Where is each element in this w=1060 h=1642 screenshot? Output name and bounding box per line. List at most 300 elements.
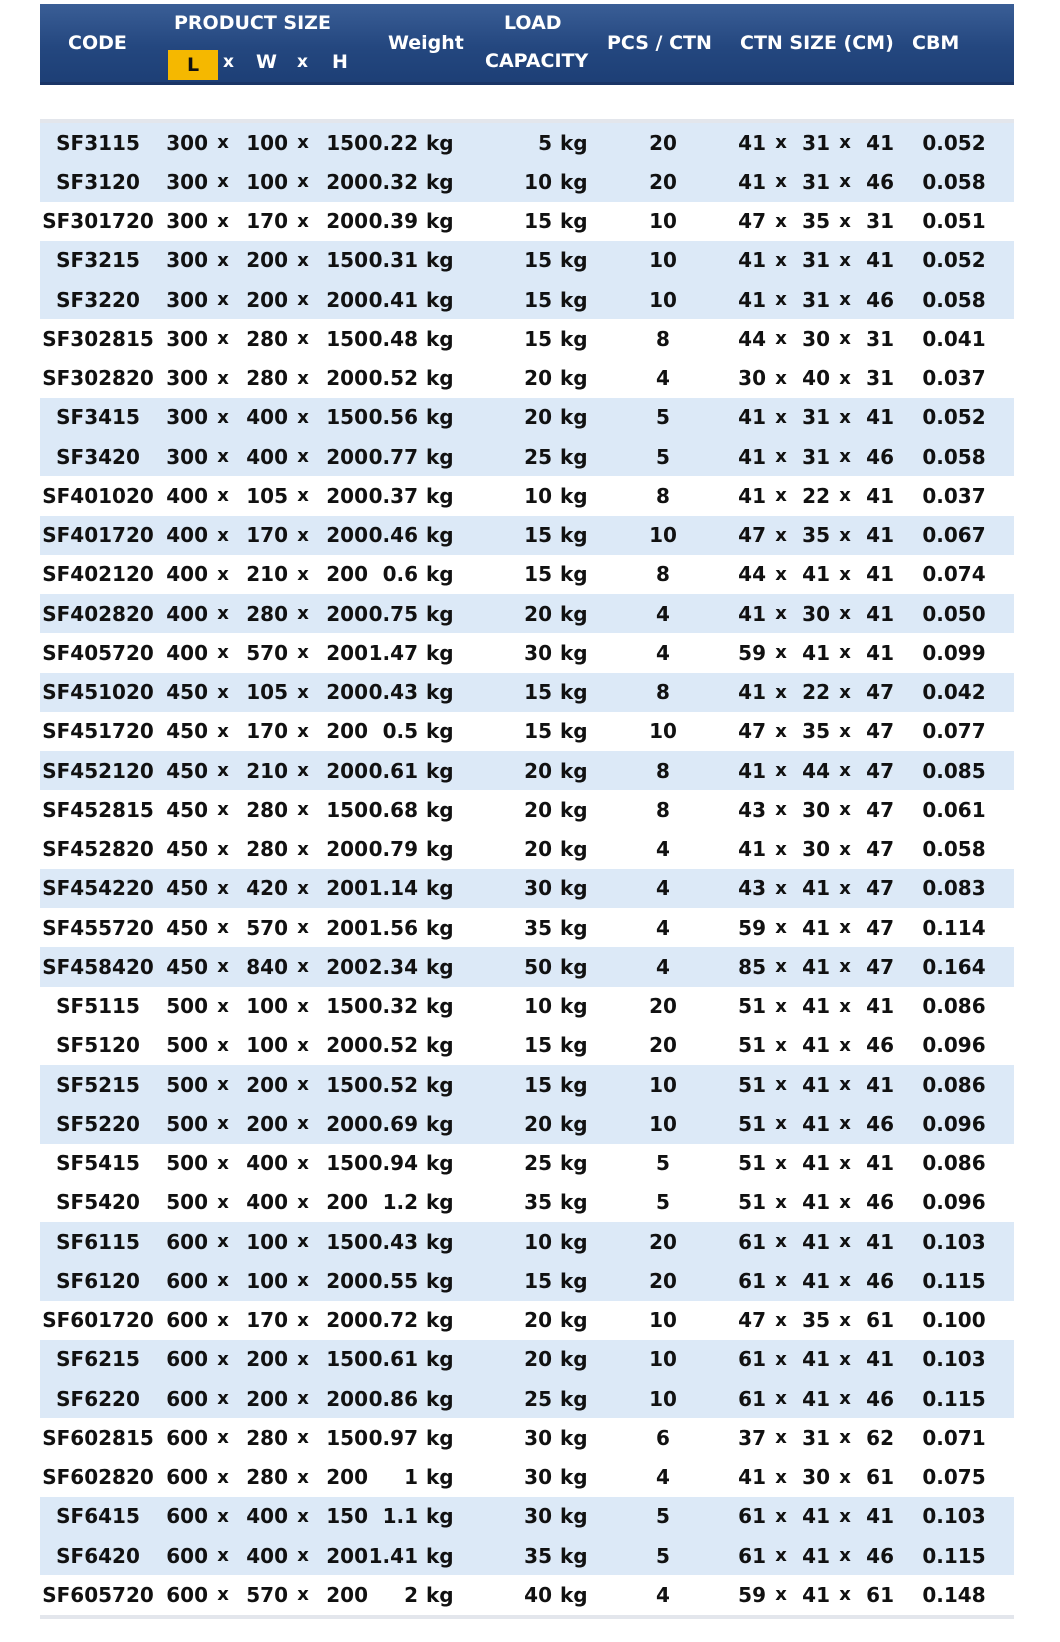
cell-weight-value: 0.52 xyxy=(368,1026,418,1065)
cell-dim-l: 500 xyxy=(156,1104,208,1143)
cell-load-value: 20 xyxy=(480,1340,552,1379)
cell-weight-unit: kg xyxy=(418,712,480,751)
cell-code: SF6220 xyxy=(40,1379,156,1418)
cell-sep-x: x xyxy=(288,123,318,162)
cell-load-unit: kg xyxy=(552,1379,608,1418)
cell-dim-l: 600 xyxy=(156,1536,208,1575)
cell-weight-unit: kg xyxy=(418,1026,480,1065)
cell-sep-x: x xyxy=(288,1104,318,1143)
cell-sep-x: x xyxy=(288,398,318,437)
cell-sep-x: x xyxy=(208,947,238,986)
cell-weight-value: 0.52 xyxy=(368,1065,418,1104)
cell-dim-w: 280 xyxy=(238,319,288,358)
cell-load-unit: kg xyxy=(552,162,608,201)
cell-ctn-width: 31 xyxy=(796,280,830,319)
cell-ctn-length: 85 xyxy=(718,947,766,986)
table-row xyxy=(40,280,1014,319)
cell-dim-l: 450 xyxy=(156,908,208,947)
cell-load-value: 15 xyxy=(480,1261,552,1300)
cell-ctn-height: 47 xyxy=(860,908,894,947)
cell-cbm-value: 0.115 xyxy=(894,1379,1014,1418)
cell-weight-unit: kg xyxy=(418,123,480,162)
cell-load-value: 10 xyxy=(480,1222,552,1261)
cell-code: SF451020 xyxy=(40,673,156,712)
cell-code: SF401020 xyxy=(40,476,156,515)
cell-sep-x: x xyxy=(288,516,318,555)
table-row xyxy=(40,1497,1014,1536)
cell-dim-l: 500 xyxy=(156,987,208,1026)
cell-load-unit: kg xyxy=(552,555,608,594)
cell-dim-h: 150 xyxy=(318,1340,368,1379)
cell-load-value: 30 xyxy=(480,1458,552,1497)
table-row xyxy=(40,1144,1014,1183)
cell-weight-value: 0.43 xyxy=(368,1222,418,1261)
cell-load-unit: kg xyxy=(552,1065,608,1104)
table-row xyxy=(40,673,1014,712)
cell-sep-x: x xyxy=(830,319,860,358)
cell-ctn-width: 35 xyxy=(796,712,830,751)
cell-dim-w: 400 xyxy=(238,1144,288,1183)
cell-cbm-value: 0.099 xyxy=(894,633,1014,672)
cell-weight-unit: kg xyxy=(418,1301,480,1340)
cell-sep-x: x xyxy=(208,1144,238,1183)
cell-sep-x: x xyxy=(208,476,238,515)
cell-load-unit: kg xyxy=(552,908,608,947)
cell-ctn-length: 41 xyxy=(718,673,766,712)
cell-ctn-width: 41 xyxy=(796,1222,830,1261)
cell-dim-h: 150 xyxy=(318,1418,368,1457)
cell-sep-x: x xyxy=(208,712,238,751)
cell-ctn-width: 41 xyxy=(796,987,830,1026)
header-dim-x2: x xyxy=(297,52,308,72)
cell-sep-x: x xyxy=(766,1536,796,1575)
cell-load-value: 15 xyxy=(480,1065,552,1104)
cell-sep-x: x xyxy=(288,1458,318,1497)
cell-code: SF6120 xyxy=(40,1261,156,1300)
cell-code: SF602820 xyxy=(40,1458,156,1497)
cell-code: SF6415 xyxy=(40,1497,156,1536)
cell-pcs-per-ctn: 5 xyxy=(608,398,718,437)
cell-pcs-per-ctn: 10 xyxy=(608,1104,718,1143)
cell-sep-x: x xyxy=(766,1065,796,1104)
cell-dim-w: 400 xyxy=(238,1497,288,1536)
cell-sep-x: x xyxy=(208,123,238,162)
header-weight: Weight xyxy=(388,32,464,54)
cell-dim-h: 200 xyxy=(318,437,368,476)
cell-dim-w: 210 xyxy=(238,555,288,594)
cell-load-value: 15 xyxy=(480,319,552,358)
cell-code: SF3115 xyxy=(40,123,156,162)
cell-dim-h: 200 xyxy=(318,1379,368,1418)
cell-ctn-length: 51 xyxy=(718,1144,766,1183)
cell-ctn-length: 41 xyxy=(718,437,766,476)
cell-ctn-length: 59 xyxy=(718,1575,766,1614)
cell-ctn-height: 41 xyxy=(860,123,894,162)
cell-load-value: 10 xyxy=(480,987,552,1026)
cell-weight-value: 2 xyxy=(368,1575,418,1614)
cell-sep-x: x xyxy=(766,123,796,162)
cell-ctn-height: 31 xyxy=(860,202,894,241)
table-row xyxy=(40,202,1014,241)
cell-dim-w: 570 xyxy=(238,633,288,672)
cell-cbm-value: 0.052 xyxy=(894,241,1014,280)
cell-load-value: 40 xyxy=(480,1575,552,1614)
cell-ctn-width: 35 xyxy=(796,202,830,241)
cell-sep-x: x xyxy=(288,1536,318,1575)
cell-load-value: 10 xyxy=(480,162,552,201)
cell-dim-h: 200 xyxy=(318,359,368,398)
cell-ctn-length: 41 xyxy=(718,162,766,201)
table-row xyxy=(40,1065,1014,1104)
cell-weight-value: 0.41 xyxy=(368,280,418,319)
cell-ctn-length: 47 xyxy=(718,202,766,241)
cell-load-unit: kg xyxy=(552,1497,608,1536)
cell-sep-x: x xyxy=(208,555,238,594)
cell-sep-x: x xyxy=(288,280,318,319)
cell-code: SF601720 xyxy=(40,1301,156,1340)
cell-cbm-value: 0.061 xyxy=(894,790,1014,829)
cell-dim-l: 300 xyxy=(156,437,208,476)
cell-load-value: 15 xyxy=(480,673,552,712)
cell-sep-x: x xyxy=(208,398,238,437)
cell-sep-x: x xyxy=(208,202,238,241)
cell-weight-unit: kg xyxy=(418,1418,480,1457)
cell-sep-x: x xyxy=(830,1065,860,1104)
cell-ctn-length: 41 xyxy=(718,280,766,319)
table-row xyxy=(40,594,1014,633)
cell-sep-x: x xyxy=(830,830,860,869)
cell-sep-x: x xyxy=(766,359,796,398)
cell-ctn-width: 30 xyxy=(796,790,830,829)
cell-load-unit: kg xyxy=(552,712,608,751)
cell-load-value: 50 xyxy=(480,947,552,986)
cell-dim-h: 200 xyxy=(318,1536,368,1575)
cell-load-unit: kg xyxy=(552,1575,608,1614)
cell-dim-l: 600 xyxy=(156,1458,208,1497)
cell-weight-value: 0.79 xyxy=(368,830,418,869)
cell-sep-x: x xyxy=(830,1222,860,1261)
cell-sep-x: x xyxy=(208,359,238,398)
cell-load-value: 5 xyxy=(480,123,552,162)
cell-ctn-height: 46 xyxy=(860,1104,894,1143)
cell-load-unit: kg xyxy=(552,830,608,869)
cell-cbm-value: 0.086 xyxy=(894,1144,1014,1183)
cell-sep-x: x xyxy=(830,1144,860,1183)
cell-cbm-value: 0.086 xyxy=(894,1065,1014,1104)
cell-code: SF6215 xyxy=(40,1340,156,1379)
cell-dim-w: 400 xyxy=(238,398,288,437)
cell-dim-w: 170 xyxy=(238,516,288,555)
table-row xyxy=(40,437,1014,476)
cell-load-unit: kg xyxy=(552,319,608,358)
cell-ctn-length: 44 xyxy=(718,555,766,594)
cell-cbm-value: 0.041 xyxy=(894,319,1014,358)
cell-cbm-value: 0.058 xyxy=(894,437,1014,476)
cell-weight-value: 0.32 xyxy=(368,162,418,201)
cell-pcs-per-ctn: 20 xyxy=(608,123,718,162)
cell-ctn-height: 46 xyxy=(860,162,894,201)
cell-load-value: 20 xyxy=(480,594,552,633)
cell-sep-x: x xyxy=(830,1183,860,1222)
table-row xyxy=(40,987,1014,1026)
cell-ctn-height: 41 xyxy=(860,241,894,280)
cell-sep-x: x xyxy=(766,1340,796,1379)
cell-load-unit: kg xyxy=(552,1026,608,1065)
cell-weight-value: 0.72 xyxy=(368,1301,418,1340)
cell-ctn-width: 40 xyxy=(796,359,830,398)
cell-dim-w: 280 xyxy=(238,1418,288,1457)
cell-weight-unit: kg xyxy=(418,1222,480,1261)
cell-dim-w: 200 xyxy=(238,1340,288,1379)
cell-ctn-height: 41 xyxy=(860,1340,894,1379)
cell-dim-l: 500 xyxy=(156,1144,208,1183)
cell-load-value: 15 xyxy=(480,202,552,241)
header-load-line1: LOAD xyxy=(504,12,562,34)
header-code: CODE xyxy=(68,32,127,54)
cell-dim-l: 400 xyxy=(156,633,208,672)
table-row xyxy=(40,1536,1014,1575)
table-row xyxy=(40,516,1014,555)
cell-dim-h: 200 xyxy=(318,1183,368,1222)
header-cbm: CBM xyxy=(912,32,960,54)
cell-ctn-width: 31 xyxy=(796,241,830,280)
cell-dim-w: 400 xyxy=(238,1536,288,1575)
cell-load-unit: kg xyxy=(552,241,608,280)
header-dim-w: W xyxy=(256,51,277,73)
cell-weight-unit: kg xyxy=(418,476,480,515)
cell-load-value: 20 xyxy=(480,1301,552,1340)
cell-ctn-length: 47 xyxy=(718,516,766,555)
cell-code: SF5120 xyxy=(40,1026,156,1065)
table-row xyxy=(40,555,1014,594)
cell-dim-w: 105 xyxy=(238,476,288,515)
cell-sep-x: x xyxy=(830,908,860,947)
cell-sep-x: x xyxy=(208,516,238,555)
cell-sep-x: x xyxy=(208,241,238,280)
cell-pcs-per-ctn: 4 xyxy=(608,359,718,398)
cell-dim-l: 400 xyxy=(156,594,208,633)
cell-cbm-value: 0.148 xyxy=(894,1575,1014,1614)
cell-code: SF402820 xyxy=(40,594,156,633)
cell-weight-unit: kg xyxy=(418,1458,480,1497)
cell-ctn-height: 41 xyxy=(860,987,894,1026)
cell-load-unit: kg xyxy=(552,751,608,790)
table-row xyxy=(40,1104,1014,1143)
cell-sep-x: x xyxy=(766,830,796,869)
cell-cbm-value: 0.077 xyxy=(894,712,1014,751)
cell-ctn-width: 30 xyxy=(796,319,830,358)
cell-weight-value: 0.69 xyxy=(368,1104,418,1143)
cell-dim-l: 600 xyxy=(156,1497,208,1536)
cell-code: SF455720 xyxy=(40,908,156,947)
cell-dim-l: 450 xyxy=(156,751,208,790)
cell-code: SF452120 xyxy=(40,751,156,790)
cell-sep-x: x xyxy=(288,359,318,398)
cell-sep-x: x xyxy=(830,1340,860,1379)
cell-ctn-width: 41 xyxy=(796,869,830,908)
table-row xyxy=(40,1301,1014,1340)
cell-dim-w: 400 xyxy=(238,437,288,476)
cell-dim-h: 200 xyxy=(318,1104,368,1143)
cell-dim-l: 400 xyxy=(156,555,208,594)
cell-ctn-length: 51 xyxy=(718,1026,766,1065)
cell-code: SF402120 xyxy=(40,555,156,594)
cell-ctn-height: 41 xyxy=(860,1065,894,1104)
cell-load-unit: kg xyxy=(552,673,608,712)
cell-sep-x: x xyxy=(288,908,318,947)
cell-sep-x: x xyxy=(766,1379,796,1418)
cell-dim-h: 200 xyxy=(318,202,368,241)
cell-sep-x: x xyxy=(288,830,318,869)
cell-sep-x: x xyxy=(766,162,796,201)
cell-sep-x: x xyxy=(830,633,860,672)
cell-code: SF302820 xyxy=(40,359,156,398)
cell-ctn-height: 41 xyxy=(860,1144,894,1183)
cell-weight-value: 0.86 xyxy=(368,1379,418,1418)
cell-cbm-value: 0.115 xyxy=(894,1261,1014,1300)
cell-sep-x: x xyxy=(288,162,318,201)
cell-load-unit: kg xyxy=(552,1301,608,1340)
cell-cbm-value: 0.067 xyxy=(894,516,1014,555)
cell-dim-w: 280 xyxy=(238,830,288,869)
cell-dim-l: 400 xyxy=(156,476,208,515)
cell-cbm-value: 0.074 xyxy=(894,555,1014,594)
cell-sep-x: x xyxy=(208,1222,238,1261)
cell-weight-unit: kg xyxy=(418,319,480,358)
cell-sep-x: x xyxy=(766,1222,796,1261)
header-ctn-size: CTN SIZE (CM) xyxy=(740,32,894,54)
cell-dim-w: 200 xyxy=(238,1065,288,1104)
cell-dim-l: 600 xyxy=(156,1261,208,1300)
product-table xyxy=(40,123,1014,1615)
cell-pcs-per-ctn: 5 xyxy=(608,1536,718,1575)
cell-sep-x: x xyxy=(208,594,238,633)
cell-dim-h: 200 xyxy=(318,908,368,947)
cell-dim-w: 840 xyxy=(238,947,288,986)
table-row xyxy=(40,1575,1014,1614)
cell-sep-x: x xyxy=(208,1104,238,1143)
cell-load-unit: kg xyxy=(552,633,608,672)
cell-dim-l: 500 xyxy=(156,1183,208,1222)
cell-dim-w: 280 xyxy=(238,790,288,829)
cell-dim-h: 200 xyxy=(318,1301,368,1340)
cell-weight-value: 0.43 xyxy=(368,673,418,712)
cell-weight-value: 0.52 xyxy=(368,359,418,398)
cell-sep-x: x xyxy=(288,869,318,908)
cell-code: SF602815 xyxy=(40,1418,156,1457)
cell-ctn-width: 41 xyxy=(796,1065,830,1104)
cell-ctn-width: 41 xyxy=(796,1497,830,1536)
table-row xyxy=(40,830,1014,869)
cell-pcs-per-ctn: 8 xyxy=(608,319,718,358)
cell-sep-x: x xyxy=(766,1183,796,1222)
cell-cbm-value: 0.103 xyxy=(894,1340,1014,1379)
cell-cbm-value: 0.100 xyxy=(894,1301,1014,1340)
cell-weight-value: 0.31 xyxy=(368,241,418,280)
cell-weight-value: 0.32 xyxy=(368,987,418,1026)
cell-ctn-width: 41 xyxy=(796,1026,830,1065)
cell-dim-w: 280 xyxy=(238,359,288,398)
cell-cbm-value: 0.115 xyxy=(894,1536,1014,1575)
cell-sep-x: x xyxy=(830,987,860,1026)
cell-load-value: 35 xyxy=(480,908,552,947)
cell-dim-l: 450 xyxy=(156,673,208,712)
cell-code: SF5115 xyxy=(40,987,156,1026)
cell-load-value: 15 xyxy=(480,280,552,319)
cell-sep-x: x xyxy=(288,1261,318,1300)
cell-ctn-width: 41 xyxy=(796,1183,830,1222)
cell-weight-unit: kg xyxy=(418,1497,480,1536)
cell-ctn-width: 41 xyxy=(796,555,830,594)
cell-sep-x: x xyxy=(766,1261,796,1300)
cell-pcs-per-ctn: 10 xyxy=(608,280,718,319)
cell-pcs-per-ctn: 8 xyxy=(608,673,718,712)
cell-ctn-length: 41 xyxy=(718,1458,766,1497)
cell-code: SF452820 xyxy=(40,830,156,869)
cell-ctn-width: 22 xyxy=(796,673,830,712)
cell-load-value: 20 xyxy=(480,790,552,829)
cell-cbm-value: 0.052 xyxy=(894,123,1014,162)
cell-dim-w: 200 xyxy=(238,241,288,280)
cell-sep-x: x xyxy=(766,1497,796,1536)
header-dim-h: H xyxy=(332,51,348,73)
cell-sep-x: x xyxy=(208,162,238,201)
cell-pcs-per-ctn: 10 xyxy=(608,516,718,555)
cell-cbm-value: 0.096 xyxy=(894,1104,1014,1143)
cell-sep-x: x xyxy=(208,437,238,476)
cell-pcs-per-ctn: 4 xyxy=(608,947,718,986)
cell-dim-h: 200 xyxy=(318,869,368,908)
cell-dim-l: 450 xyxy=(156,790,208,829)
cell-load-value: 30 xyxy=(480,1418,552,1457)
cell-ctn-height: 46 xyxy=(860,1536,894,1575)
cell-weight-value: 1.1 xyxy=(368,1497,418,1536)
cell-ctn-width: 41 xyxy=(796,1261,830,1300)
cell-pcs-per-ctn: 20 xyxy=(608,1222,718,1261)
cell-code: SF3220 xyxy=(40,280,156,319)
table-row xyxy=(40,476,1014,515)
cell-load-value: 30 xyxy=(480,1497,552,1536)
cell-sep-x: x xyxy=(208,1418,238,1457)
cell-load-value: 25 xyxy=(480,1379,552,1418)
cell-ctn-width: 30 xyxy=(796,594,830,633)
cell-sep-x: x xyxy=(288,476,318,515)
cell-sep-x: x xyxy=(288,437,318,476)
cell-weight-unit: kg xyxy=(418,1379,480,1418)
cell-ctn-width: 41 xyxy=(796,1340,830,1379)
cell-sep-x: x xyxy=(208,280,238,319)
cell-sep-x: x xyxy=(208,1183,238,1222)
cell-weight-unit: kg xyxy=(418,673,480,712)
cell-weight-value: 1.56 xyxy=(368,908,418,947)
cell-dim-w: 280 xyxy=(238,594,288,633)
cell-weight-value: 0.48 xyxy=(368,319,418,358)
cell-weight-value: 0.94 xyxy=(368,1144,418,1183)
cell-weight-unit: kg xyxy=(418,633,480,672)
cell-dim-l: 600 xyxy=(156,1301,208,1340)
cell-sep-x: x xyxy=(830,162,860,201)
cell-ctn-height: 31 xyxy=(860,319,894,358)
cell-ctn-width: 31 xyxy=(796,123,830,162)
cell-cbm-value: 0.086 xyxy=(894,987,1014,1026)
table-row xyxy=(40,751,1014,790)
cell-load-unit: kg xyxy=(552,987,608,1026)
cell-dim-l: 300 xyxy=(156,162,208,201)
cell-weight-unit: kg xyxy=(418,1536,480,1575)
product-spec-sheet xyxy=(40,4,1014,1619)
cell-cbm-value: 0.042 xyxy=(894,673,1014,712)
cell-code: SF3420 xyxy=(40,437,156,476)
